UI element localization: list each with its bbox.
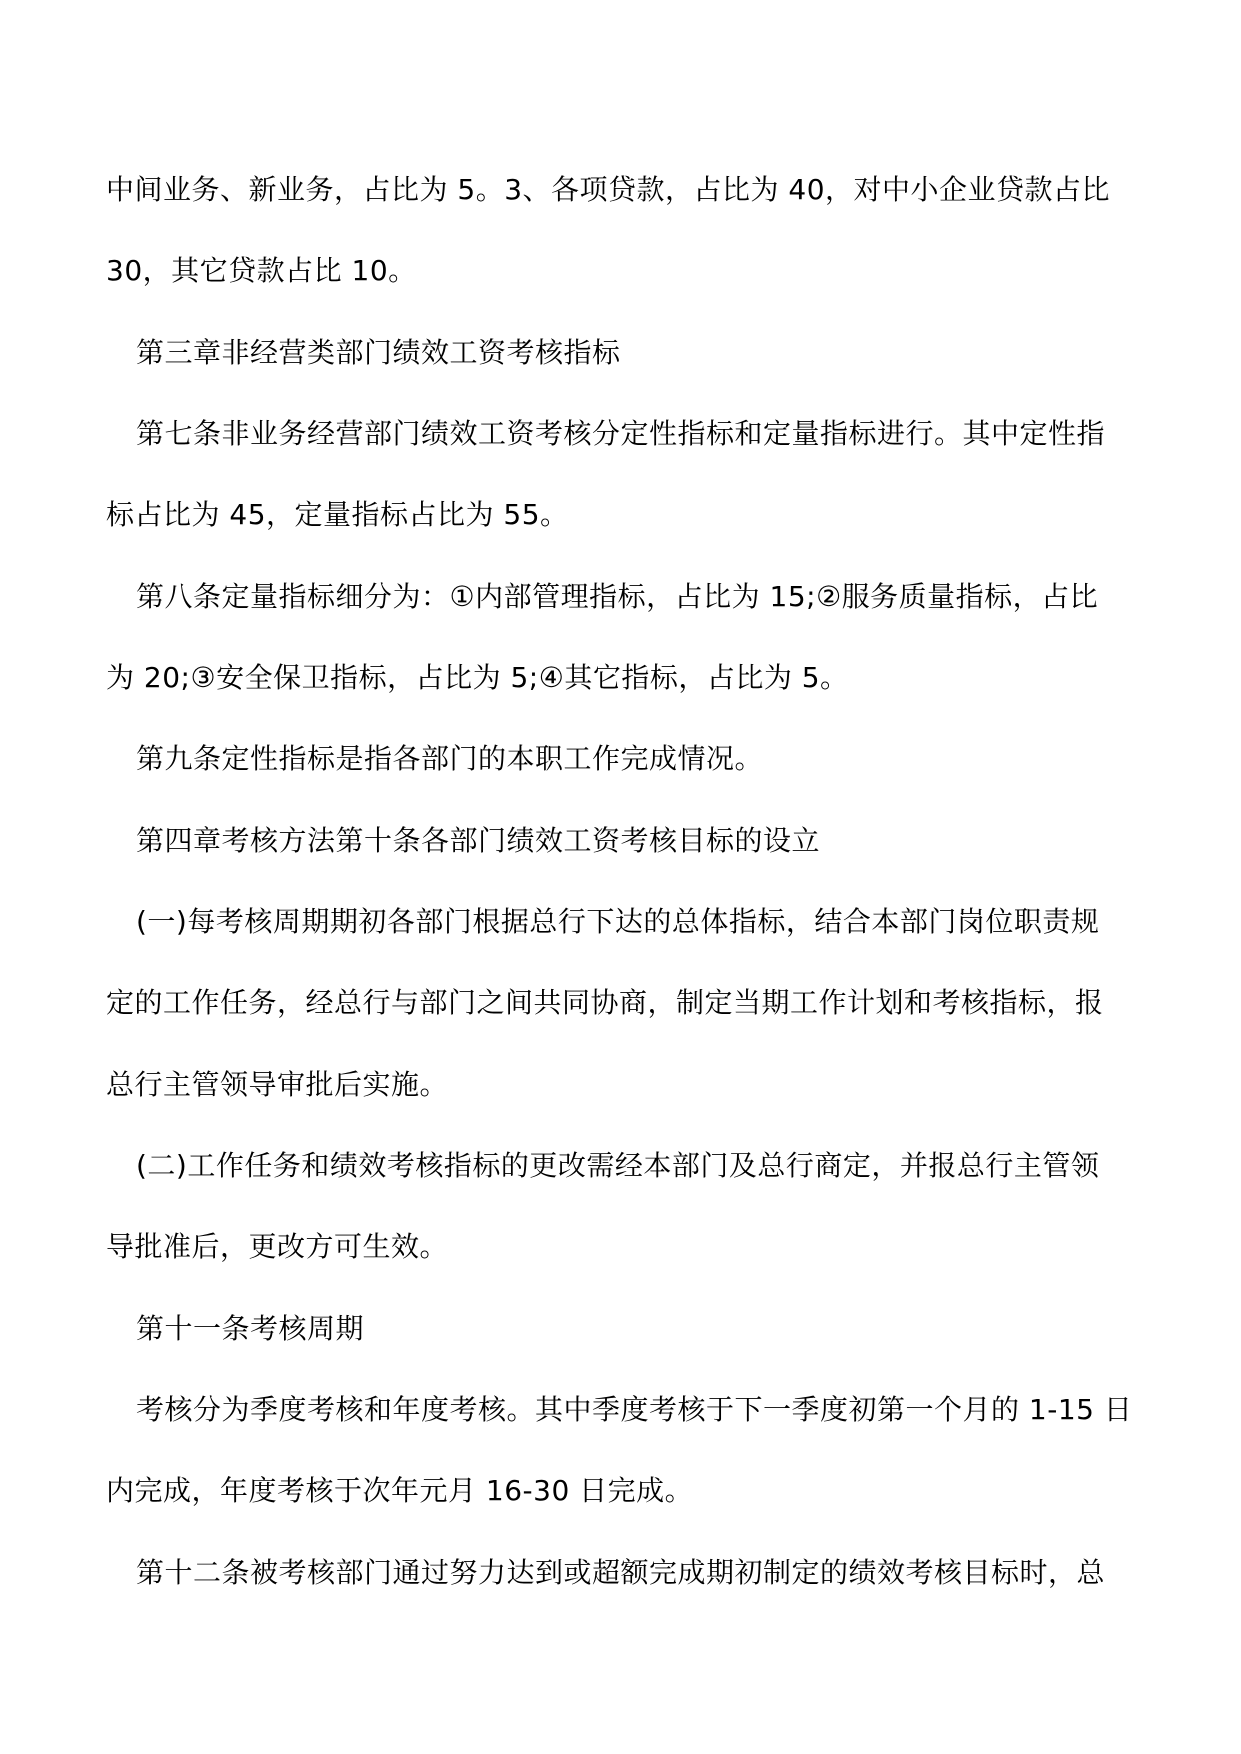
text-line: 内完成，年度考核于次年元月 16-30 日完成。 (106, 1474, 694, 1507)
text-line: 考核分为季度考核和年度考核。其中季度考核于下一季度初第一个月的 1-15 日 (136, 1393, 1133, 1426)
text-line: 导批准后，更改方可生效。 (106, 1230, 449, 1263)
chapter-heading: 第三章非经营类部门绩效工资考核指标 (136, 336, 621, 369)
text-line: 标占比为 45，定量指标占比为 55。 (106, 498, 569, 531)
text-line: 第八条定量指标细分为：①内部管理指标，占比为 15;②服务质量指标，占比 (136, 580, 1099, 613)
text-line: 中间业务、新业务，占比为 5。3、各项贷款，占比为 40，对中小企业贷款占比 (106, 173, 1111, 206)
text-line: 第十二条被考核部门通过努力达到或超额完成期初制定的绩效考核目标时，总 (136, 1556, 1106, 1589)
text-line: (二)工作任务和绩效考核指标的更改需经本部门及总行商定，并报总行主管领 (136, 1149, 1100, 1182)
chapter-heading: 第四章考核方法第十条各部门绩效工资考核目标的设立 (136, 824, 821, 857)
text-line: 为 20;③安全保卫指标，占比为 5;④其它指标，占比为 5。 (106, 661, 849, 694)
text-line: 第七条非业务经营部门绩效工资考核分定性指标和定量指标进行。其中定性指 (136, 417, 1106, 450)
text-line: (一)每考核周期期初各部门根据总行下达的总体指标，结合本部门岗位职责规 (136, 905, 1100, 938)
text-line: 定的工作任务，经总行与部门之间共同协商，制定当期工作计划和考核指标，报 (106, 986, 1104, 1019)
section-heading: 第十一条考核周期 (136, 1312, 365, 1345)
text-line: 第九条定性指标是指各部门的本职工作完成情况。 (136, 742, 764, 775)
text-line: 30，其它贷款占比 10。 (106, 254, 417, 287)
text-line: 总行主管领导审批后实施。 (106, 1068, 449, 1101)
